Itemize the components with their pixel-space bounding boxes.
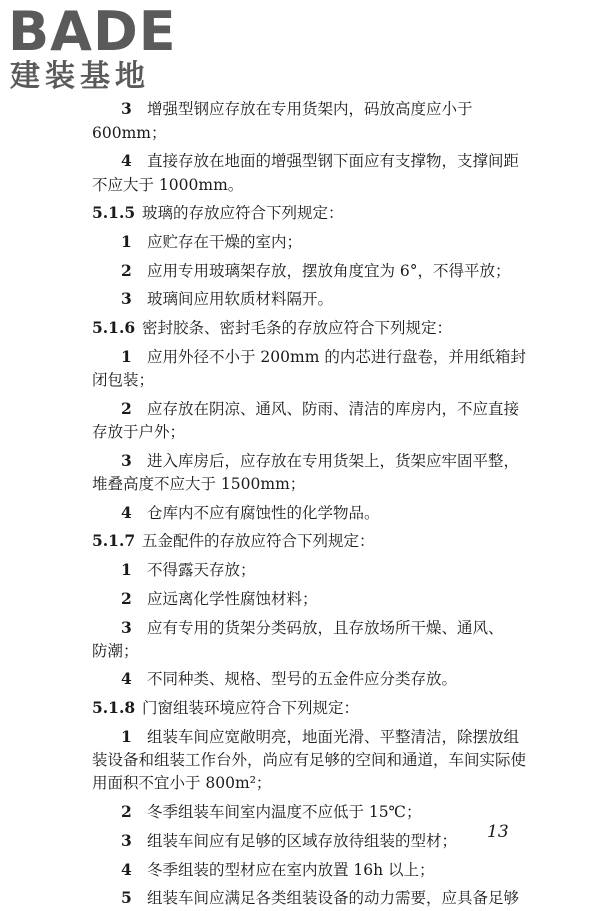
list-item — [92, 345, 526, 393]
text-line — [92, 529, 522, 553]
logo-subtitle: 建装基地 — [10, 59, 150, 94]
text-content: 不同种类、规格、型号的五金件应分类存放。 — [147, 670, 458, 689]
text-content: 600mm； — [92, 123, 167, 142]
text-line — [92, 772, 522, 795]
list-item — [92, 829, 522, 853]
text-line — [92, 397, 522, 421]
text-line — [92, 749, 527, 772]
text-line — [92, 316, 522, 340]
text-content: 不得露天存放； — [147, 561, 256, 580]
text-content: 闭包装； — [92, 371, 155, 390]
text-line — [92, 122, 522, 145]
section-number: 5.1.5 — [92, 203, 136, 223]
list-item — [92, 259, 522, 283]
text-content: 冬季组装的型材应在室内放置 16h 以上； — [147, 860, 435, 879]
text-content: 仓库内不应有腐蚀性的化学物品。 — [147, 503, 380, 522]
text-line — [92, 725, 522, 749]
text-line — [92, 558, 522, 582]
text-line — [92, 421, 522, 444]
logo-wordmark: BADE — [8, 0, 177, 63]
item-number: 1 — [121, 346, 132, 366]
section-number: 5.1.6 — [92, 318, 136, 338]
text-line — [92, 201, 522, 225]
text-content: 堆叠高度不应大于 1500mm； — [92, 475, 306, 494]
text-content: 应有专用的货架分类码放，且存放场所干燥、通风、 — [147, 618, 504, 637]
document-body — [92, 93, 527, 911]
text-line — [92, 345, 526, 369]
bade-logo — [8, 0, 178, 96]
text-content: 装设备和组装工作台外，尚应有足够的空间和通道，车间实际使 — [92, 751, 527, 770]
text-content: 组装车间应满足各类组装设备的动力需要，应具备足够 — [147, 889, 520, 908]
text-line — [92, 259, 522, 283]
list-item — [92, 667, 522, 691]
page-number: 13 — [487, 822, 509, 842]
text-content: 门窗组装环境应符合下列规定： — [142, 699, 360, 718]
text-content: 用面积不宜小于 800m²； — [92, 774, 272, 793]
list-item — [92, 397, 522, 445]
text-line — [92, 449, 522, 473]
list-item — [92, 149, 522, 197]
item-number: 1 — [121, 232, 132, 252]
text-content: 应存放在阴凉、通风、防雨、清洁的库房内，不应直接 — [147, 399, 520, 418]
section-clause — [92, 201, 522, 225]
text-line — [92, 886, 522, 910]
item-number: 1 — [121, 726, 132, 746]
text-content: 密封胶条、密封毛条的存放应符合下列规定： — [142, 319, 453, 338]
list-item — [92, 449, 522, 497]
list-item — [92, 587, 522, 611]
list-item — [92, 501, 522, 525]
text-line — [92, 587, 522, 611]
item-number: 3 — [121, 830, 132, 850]
text-content: 应用专用玻璃架存放，摆放角度宜为 6°，不得平放； — [147, 261, 511, 280]
text-line — [92, 287, 522, 311]
text-line — [92, 667, 522, 691]
text-content: 防潮； — [92, 641, 139, 660]
text-content: 组装车间应有足够的区域存放待组装的型材； — [147, 831, 458, 850]
section-clause — [92, 529, 522, 553]
text-content: 进入库房后，应存放在专用货架上，货架应牢固平整， — [147, 451, 520, 470]
text-line — [92, 369, 522, 392]
item-number: 3 — [121, 99, 132, 119]
list-item — [92, 858, 522, 882]
text-line — [92, 174, 522, 197]
text-line — [92, 829, 522, 853]
item-number: 3 — [121, 617, 132, 637]
text-line — [92, 696, 522, 720]
list-item — [92, 230, 522, 254]
text-content: 冬季组装车间室内温度不应低于 15℃； — [147, 803, 422, 822]
text-content: 玻璃间应用软质材料隔开。 — [147, 290, 334, 309]
text-content: 应远离化学性腐蚀材料； — [147, 589, 318, 608]
text-line — [92, 473, 522, 496]
item-number: 5 — [121, 888, 132, 908]
text-content: 玻璃的存放应符合下列规定： — [142, 204, 344, 223]
section-number: 5.1.8 — [92, 698, 136, 718]
section-clause — [92, 696, 522, 720]
text-line — [92, 616, 522, 640]
item-number: 2 — [121, 588, 132, 608]
text-content: 直接存放在地面的增强型钢下面应有支撑物，支撑间距 — [147, 152, 520, 171]
text-line — [92, 97, 522, 121]
item-number: 2 — [121, 802, 132, 822]
text-content: 应用外径不小于 200mm 的内芯进行盘卷，并用纸箱封 — [147, 347, 526, 366]
list-item — [92, 800, 522, 824]
list-item — [92, 97, 522, 145]
section-clause — [92, 316, 522, 340]
text-line — [92, 149, 522, 173]
item-number: 4 — [121, 669, 132, 689]
text-content: 应贮存在干燥的室内； — [147, 233, 303, 252]
item-number: 1 — [121, 560, 132, 580]
list-item — [92, 725, 527, 796]
text-line — [92, 858, 522, 882]
text-content: 不应大于 1000mm。 — [92, 175, 244, 194]
text-line — [92, 640, 522, 663]
list-item — [92, 616, 522, 664]
list-item — [92, 886, 522, 910]
item-number: 4 — [121, 502, 132, 522]
text-line — [92, 501, 522, 525]
item-number: 2 — [121, 260, 132, 280]
text-content: 增强型钢应存放在专用货架内，码放高度应小于 — [147, 100, 473, 119]
item-number: 4 — [121, 859, 132, 879]
section-number: 5.1.7 — [92, 531, 136, 551]
text-content: 组装车间应宽敞明亮，地面光滑、平整清洁，除摆放组 — [147, 727, 520, 746]
text-content: 五金配件的存放应符合下列规定： — [142, 532, 375, 551]
text-line — [92, 800, 522, 824]
text-content: 存放于户外； — [92, 423, 186, 442]
item-number: 2 — [121, 398, 132, 418]
item-number: 3 — [121, 289, 132, 309]
item-number: 3 — [121, 450, 132, 470]
list-item — [92, 558, 522, 582]
list-item — [92, 287, 522, 311]
text-line — [92, 230, 522, 254]
item-number: 4 — [121, 151, 132, 171]
